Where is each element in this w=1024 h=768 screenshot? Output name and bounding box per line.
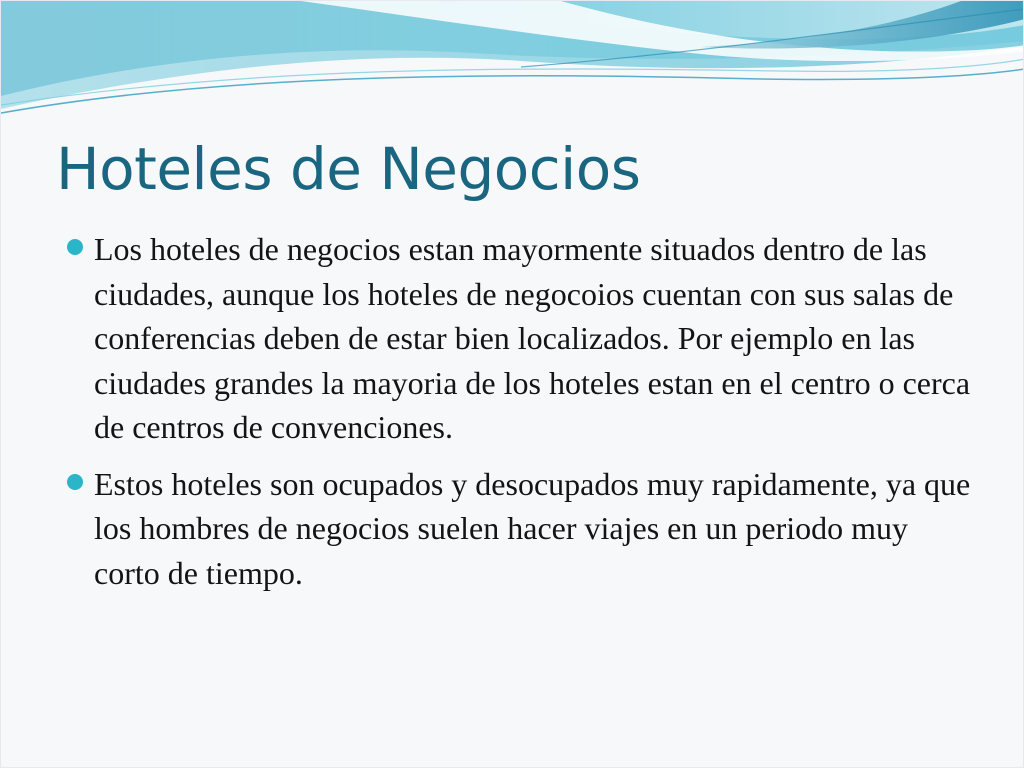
bullet-list (61, 227, 971, 607)
bullet-item (61, 227, 971, 450)
bullet-dot-icon (67, 239, 83, 255)
bullet-text: Estos hoteles son ocupados y desocupados muy rapidamente, ya que los hombres de negocios suelen hacer viajes en un periodo muy corto de tiempo. (94, 465, 971, 591)
slide-title: Hoteles de Negocios (56, 135, 641, 203)
wave-header-decoration (1, 1, 1024, 131)
bullet-text: Los hoteles de negocios estan mayormente situados dentro de las ciudades, aunque los hoteles de negocoios cuentan con sus salas de conferencias deben de estar bien localizados. Por ejemplo en las ciudades grandes la mayoria de los hoteles estan en el centro o cerca de centros de convenciones. (94, 231, 971, 445)
bullet-dot-icon (67, 474, 83, 490)
bullet-item (61, 462, 971, 596)
